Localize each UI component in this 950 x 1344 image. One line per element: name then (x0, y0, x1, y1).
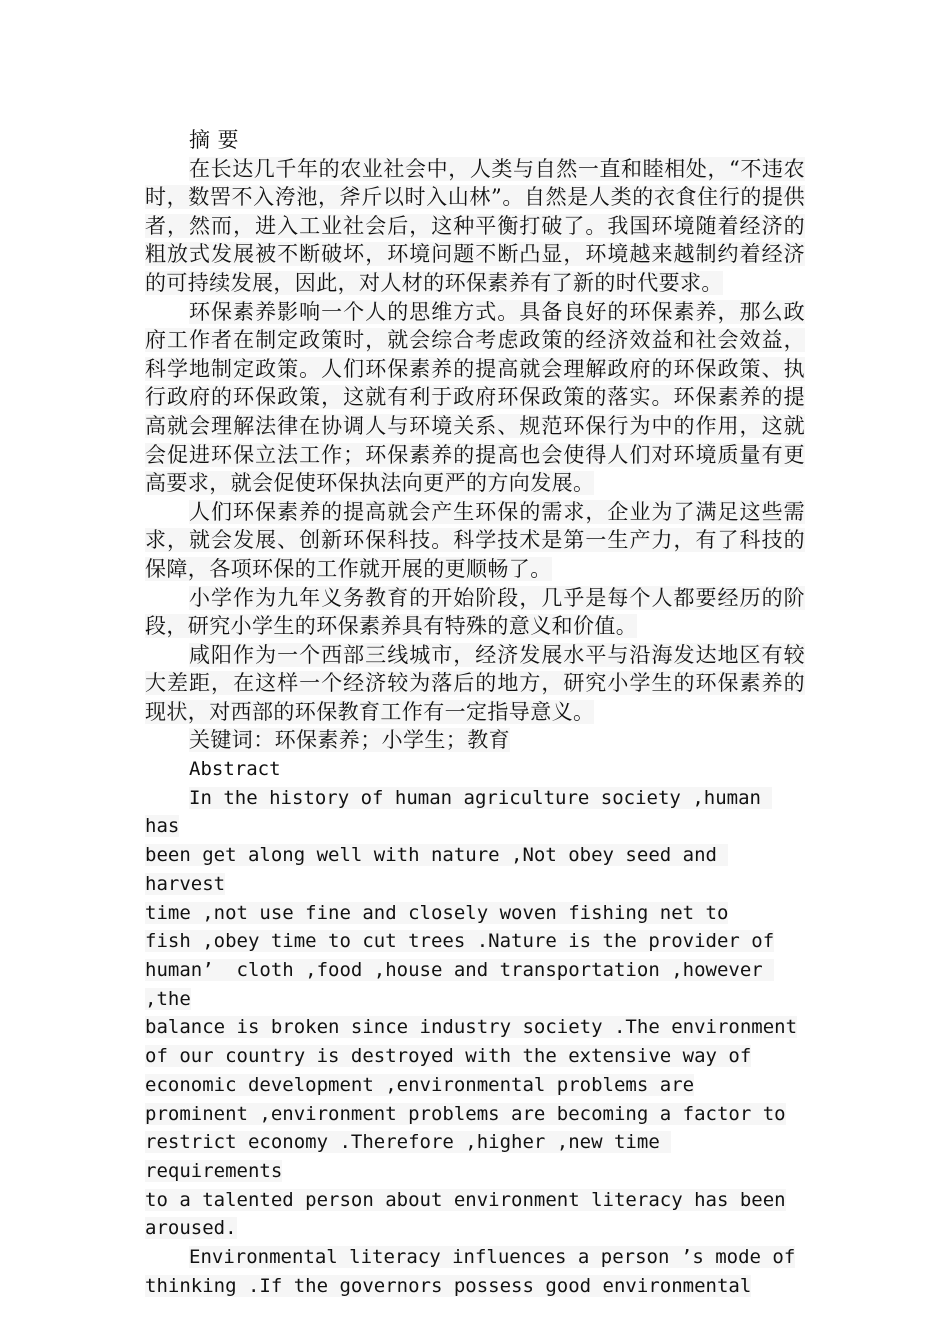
abstract-paragraph (145, 498, 805, 584)
text-line-content: fish ,obey time to cut trees .Nature is the provider of (145, 930, 775, 953)
text-line (145, 1071, 805, 1100)
text-line (145, 899, 805, 928)
text-line-content: economic development ,environmental problems are (145, 1073, 695, 1096)
text-line (145, 1186, 805, 1215)
text-line (145, 841, 805, 898)
text-line-content: restrict economy .Therefore ,higher ,new time requirements (145, 1131, 672, 1182)
keywords-text: 关键词：环保素养；小学生；教育 (189, 728, 510, 753)
text-line-content: human’ cloth ,food ,house and transportation ,however ,the (145, 958, 775, 1010)
text-line-content: to a talented person about environment literacy has been (145, 1188, 786, 1211)
keywords-line (145, 726, 805, 755)
abstract-paragraph-text: 小学作为九年义务教育的开始阶段，几乎是每个人都要经历的阶段，研究小学生的环保素养具有特殊的意义和价值。 (145, 585, 805, 639)
text-line (145, 956, 805, 1013)
text-line (145, 927, 805, 956)
abstract-en-paragraph-1 (145, 784, 805, 1243)
abstract-paragraph-text: 咸阳作为一个西部三线城市，经济发展水平与沿海发达地区有较大差距，在这样一个经济较为落后的地方，研究小学生的环保素养的现状，对西部的环保教育工作有一定指导意义。 (145, 642, 805, 724)
text-line (145, 1013, 805, 1042)
text-line (145, 1128, 805, 1185)
abstract-paragraph (145, 584, 805, 641)
text-line-content: balance is broken since industry society .The environment (145, 1016, 798, 1039)
text-line-content: time ,not use fine and closely woven fishing net to (145, 901, 729, 924)
text-line (145, 1243, 805, 1272)
abstract-heading-cn-text: 摘 要 (189, 128, 239, 152)
abstract-heading-cn (145, 126, 805, 155)
text-line (145, 1214, 805, 1243)
text-line-content: thinking .If the governors possess good environmental (145, 1274, 752, 1297)
text-line-content: been get along well with nature ,Not obey seed and harvest (145, 844, 729, 895)
document-body (145, 126, 805, 1300)
text-line-content: Environmental literacy influences a person ’s mode of (189, 1246, 796, 1269)
text-line-content: aroused. (145, 1217, 237, 1240)
text-line-content: In the history of human agriculture society ,human has (145, 786, 773, 838)
text-line-content: of our country is destroyed with the extensive way of (145, 1045, 752, 1068)
abstract-paragraph (145, 298, 805, 498)
abstract-paragraph-text: 在长达几千年的农业社会中，人类与自然一直和睦相处，“不违农时，数罟不入洿池，斧斤以时入山林”。自然是人类的衣食住行的提供者，然而，进入工业社会后，这种平衡打破了。我国环境随着经济的粗放式发展被不断破坏，环境问题不断凸显，环境越来越制约着经济的可持续发展，因此，对人材的环保素养有了新的时代要求。 (145, 156, 805, 295)
abstract-paragraph-text: 环保素养影响一个人的思维方式。具备良好的环保素养，那么政府工作者在制定政策时，就会综合考虑政策的经济效益和社会效益，科学地制定政策。人们环保素养的提高就会理解政府的环保政策、执行政府的环保政策，这就有利于政府环保政策的落实。环保素养的提高就会理解法律在协调人与环境关系、规范环保行为中的作用，这就会促进环保立法工作；环保素养的提高也会使得人们对环境质量有更高要求，就会促使环保执法向更严的方向发展。 (145, 299, 805, 496)
abstract-paragraph (145, 641, 805, 727)
text-line (145, 1272, 805, 1301)
text-line-content: prominent ,environment problems are becoming a factor to (145, 1102, 786, 1125)
abstract-paragraph (145, 155, 805, 298)
abstract-heading-en-text: Abstract (189, 758, 281, 781)
abstract-heading-en (145, 755, 805, 784)
text-line (145, 784, 805, 841)
abstract-en-paragraph-2 (145, 1243, 805, 1300)
abstract-paragraph-text: 人们环保素养的提高就会产生环保的需求，企业为了满足这些需求，就会发展、创新环保科技。科学技术是第一生产力，有了科技的保障，各项环保的工作就开展的更顺畅了。 (145, 499, 805, 581)
text-line (145, 1042, 805, 1071)
text-line (145, 1100, 805, 1129)
